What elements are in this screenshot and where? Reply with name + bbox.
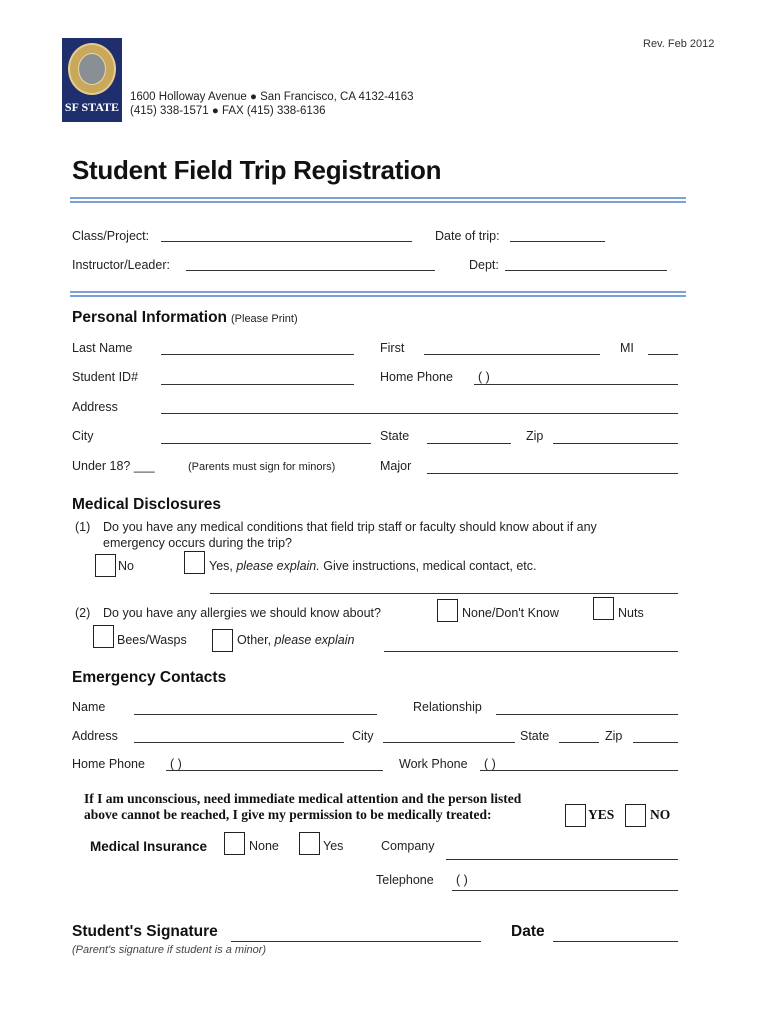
insurance-telephone-field[interactable]	[452, 890, 678, 891]
mi-field[interactable]	[648, 354, 678, 355]
first-name-label: First	[380, 341, 405, 355]
allergy-bees-checkbox[interactable]	[93, 625, 114, 648]
major-label: Major	[380, 459, 412, 473]
student-id-field[interactable]	[161, 384, 354, 385]
ec-work-phone-label: Work Phone	[399, 757, 468, 771]
mi-label: MI	[620, 341, 634, 355]
ec-city-label: City	[352, 729, 374, 743]
home-phone-parens: ( )	[478, 370, 490, 384]
ec-name-field[interactable]	[134, 714, 377, 715]
first-name-field[interactable]	[424, 354, 600, 355]
address-label: Address	[72, 400, 118, 414]
ec-state-label: State	[520, 729, 550, 743]
ec-work-phone-parens: ( )	[484, 757, 496, 771]
address-line-1: 1600 Holloway Avenue ● San Francisco, CA 4132-4163	[130, 91, 414, 103]
emergency-heading: Emergency Contacts	[72, 669, 227, 686]
last-name-label: Last Name	[72, 341, 133, 355]
instructor-field[interactable]	[186, 270, 435, 271]
home-phone-label: Home Phone	[380, 370, 453, 384]
insurance-yes-label: Yes	[323, 839, 344, 853]
ec-name-label: Name	[72, 700, 106, 714]
question-2-text: Do you have any allergies we should know about?	[103, 606, 381, 620]
under-18-field[interactable]: Under 18? ___	[72, 459, 155, 473]
question-2-number: (2)	[75, 606, 91, 620]
medical-yes-checkbox[interactable]	[184, 551, 205, 574]
state-label: State	[380, 429, 410, 443]
last-name-field[interactable]	[161, 354, 354, 355]
ec-zip-field[interactable]	[633, 742, 678, 743]
insurance-telephone-parens: ( )	[456, 873, 468, 887]
ec-zip-label: Zip	[605, 729, 623, 743]
insurance-company-label: Company	[381, 839, 435, 853]
consent-line-2: above cannot be reached, I give my permission to be medically treated:	[84, 807, 492, 822]
ec-address-field[interactable]	[134, 742, 344, 743]
page-title: Student Field Trip Registration	[72, 155, 442, 185]
allergy-explain-field[interactable]	[384, 651, 678, 652]
signature-field[interactable]	[231, 941, 481, 942]
allergy-none-label: None/Don't Know	[462, 606, 559, 620]
class-project-field[interactable]	[161, 241, 412, 242]
major-field[interactable]	[427, 473, 678, 474]
dept-field[interactable]	[505, 270, 667, 271]
logo-text: SF STATE	[64, 100, 120, 114]
ec-home-phone-field[interactable]	[166, 770, 383, 771]
state-field[interactable]	[427, 443, 511, 444]
question-1-line-1: Do you have any medical conditions that field trip staff or faculty should know about if any	[103, 520, 597, 534]
consent-yes-checkbox[interactable]	[565, 804, 586, 827]
seal-icon	[68, 43, 116, 95]
allergy-nuts-label: Nuts	[618, 606, 644, 620]
allergy-none-checkbox[interactable]	[437, 599, 458, 622]
consent-line-1: If I am unconscious, need immediate medical attention and the person listed	[84, 791, 522, 806]
student-id-label: Student ID#	[72, 370, 139, 384]
date-of-trip-label: Date of trip:	[435, 229, 500, 243]
insurance-telephone-label: Telephone	[376, 873, 434, 887]
signature-date-label: Date	[511, 923, 545, 940]
question-1-line-2: emergency occurs during the trip?	[103, 536, 292, 550]
medical-no-checkbox[interactable]	[95, 554, 116, 577]
parents-sign-note: (Parents must sign for minors)	[188, 461, 336, 473]
medical-explain-field[interactable]	[210, 593, 678, 594]
signature-label: Student's Signature	[72, 923, 218, 940]
allergy-nuts-checkbox[interactable]	[593, 597, 614, 620]
signature-date-field[interactable]	[553, 941, 678, 942]
date-of-trip-field[interactable]	[510, 241, 605, 242]
consent-no-label: NO	[650, 807, 671, 822]
insurance-company-field[interactable]	[446, 859, 678, 860]
ec-relationship-field[interactable]	[496, 714, 678, 715]
allergy-other-label: Other, please explain	[237, 633, 355, 647]
ec-home-phone-parens: ( )	[170, 757, 182, 771]
ec-state-field[interactable]	[559, 742, 599, 743]
zip-field[interactable]	[553, 443, 678, 444]
divider	[70, 291, 686, 297]
university-logo	[62, 38, 122, 122]
revision-date: Rev. Feb 2012	[643, 38, 715, 50]
ec-address-label: Address	[72, 729, 118, 743]
city-field[interactable]	[161, 443, 371, 444]
instructor-label: Instructor/Leader:	[72, 258, 170, 272]
zip-label: Zip	[526, 429, 544, 443]
personal-info-heading: Personal Information	[72, 309, 228, 326]
please-print-note: (Please Print)	[231, 313, 298, 325]
home-phone-field[interactable]	[474, 384, 678, 385]
insurance-yes-checkbox[interactable]	[299, 832, 320, 855]
dept-label: Dept:	[469, 258, 499, 272]
medical-no-label: No	[118, 559, 134, 573]
insurance-none-label: None	[249, 839, 279, 853]
class-project-label: Class/Project:	[72, 229, 150, 243]
ec-work-phone-field[interactable]	[480, 770, 678, 771]
address-line-2: (415) 338-1571 ● FAX (415) 338-6136	[130, 105, 326, 117]
ec-city-field[interactable]	[383, 742, 515, 743]
consent-yes-label: YES	[588, 807, 615, 822]
allergy-other-checkbox[interactable]	[212, 629, 233, 652]
ec-home-phone-label: Home Phone	[72, 757, 145, 771]
divider	[70, 197, 686, 203]
medical-heading: Medical Disclosures	[72, 496, 222, 513]
medical-yes-label: Yes, please explain. Give instructions, medical contact, etc.	[209, 559, 537, 573]
insurance-label: Medical Insurance	[90, 839, 208, 854]
allergy-bees-label: Bees/Wasps	[117, 633, 187, 647]
parent-signature-note: (Parent's signature if student is a minor)	[72, 944, 267, 956]
address-field[interactable]	[161, 413, 678, 414]
ec-relationship-label: Relationship	[413, 700, 482, 714]
insurance-none-checkbox[interactable]	[224, 832, 245, 855]
consent-no-checkbox[interactable]	[625, 804, 646, 827]
question-1-number: (1)	[75, 520, 91, 534]
city-label: City	[72, 429, 94, 443]
